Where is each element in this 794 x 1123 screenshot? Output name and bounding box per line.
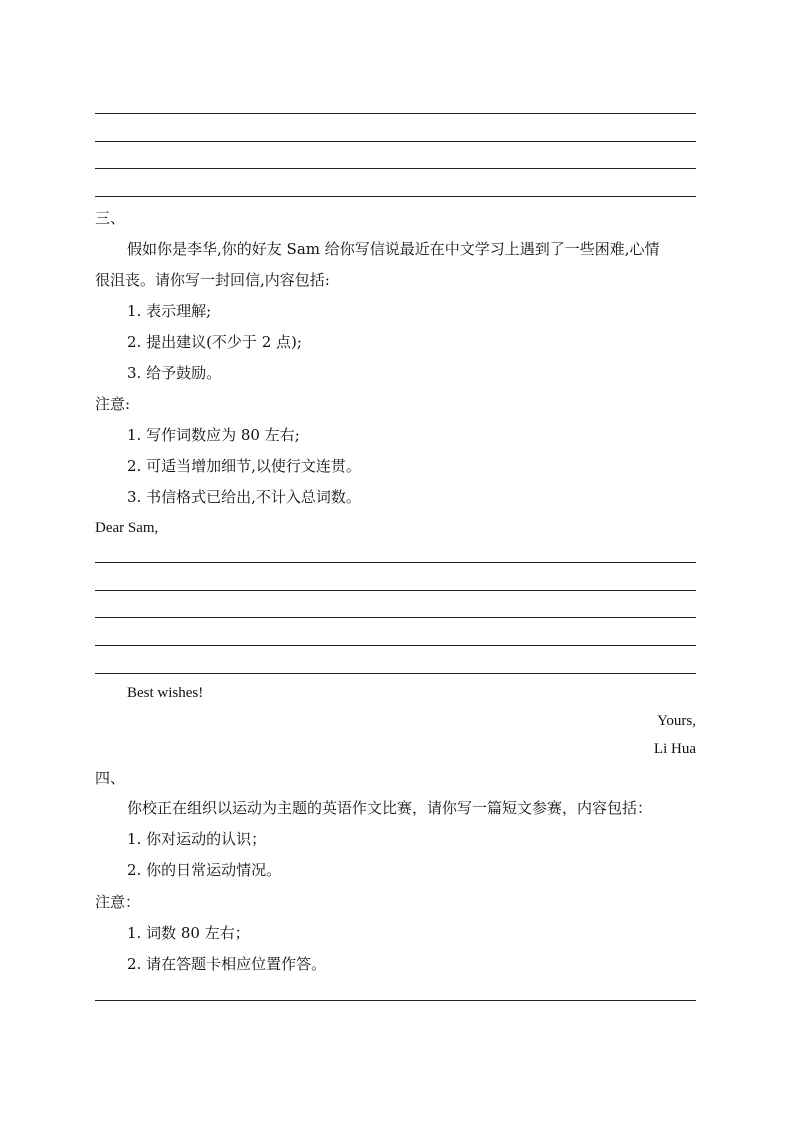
section3-note: 1. 写作词数应为 80 左右; bbox=[127, 426, 300, 444]
section3-prompt-line1: 假如你是李华,你的好友 Sam 给你写信说最近在中文学习上遇到了一些困难,心情 bbox=[127, 240, 660, 258]
section3-note: 3. 书信格式已给出,不计入总词数。 bbox=[127, 488, 361, 506]
answer-line[interactable] bbox=[95, 141, 696, 142]
answer-line[interactable] bbox=[95, 113, 696, 114]
section3-item: 1. 表示理解; bbox=[127, 302, 212, 320]
section4-item: 2. 你的日常运动情况。 bbox=[127, 861, 282, 879]
letter-closing: Best wishes! bbox=[127, 685, 204, 701]
answer-line[interactable] bbox=[95, 673, 696, 674]
section4-notes-label: 注意： bbox=[95, 893, 141, 911]
section4-heading: 四、 bbox=[95, 769, 126, 787]
answer-line[interactable] bbox=[95, 590, 696, 591]
letter-salutation: Dear Sam, bbox=[95, 520, 159, 536]
section3-item: 3. 给予鼓励。 bbox=[127, 364, 222, 382]
letter-signature: Li Hua bbox=[653, 741, 696, 757]
section3-prompt-line2: 很沮丧。请你写一封回信,内容包括: bbox=[95, 271, 330, 289]
section3-notes-label: 注意: bbox=[95, 395, 131, 413]
section3-note: 2. 可适当增加细节,以使行文连贯。 bbox=[127, 457, 361, 475]
answer-line[interactable] bbox=[95, 196, 696, 197]
answer-line[interactable] bbox=[95, 168, 696, 169]
answer-line[interactable] bbox=[95, 617, 696, 618]
section4-note: 2. 请在答题卡相应位置作答。 bbox=[127, 955, 327, 973]
section4-prompt: 你校正在组织以运动为主题的英语作文比赛，请你写一篇短文参赛，内容包括： bbox=[127, 799, 653, 817]
answer-line[interactable] bbox=[95, 645, 696, 646]
section3-heading: 三、 bbox=[95, 209, 126, 227]
section3-item: 2. 提出建议(不少于 2 点); bbox=[127, 333, 302, 351]
section4-item: 1. 你对运动的认识； bbox=[127, 830, 267, 848]
section4-note: 1. 词数 80 左右； bbox=[127, 924, 250, 942]
answer-line[interactable] bbox=[95, 1000, 696, 1001]
letter-signoff: Yours, bbox=[657, 713, 696, 729]
answer-line[interactable] bbox=[95, 562, 696, 563]
